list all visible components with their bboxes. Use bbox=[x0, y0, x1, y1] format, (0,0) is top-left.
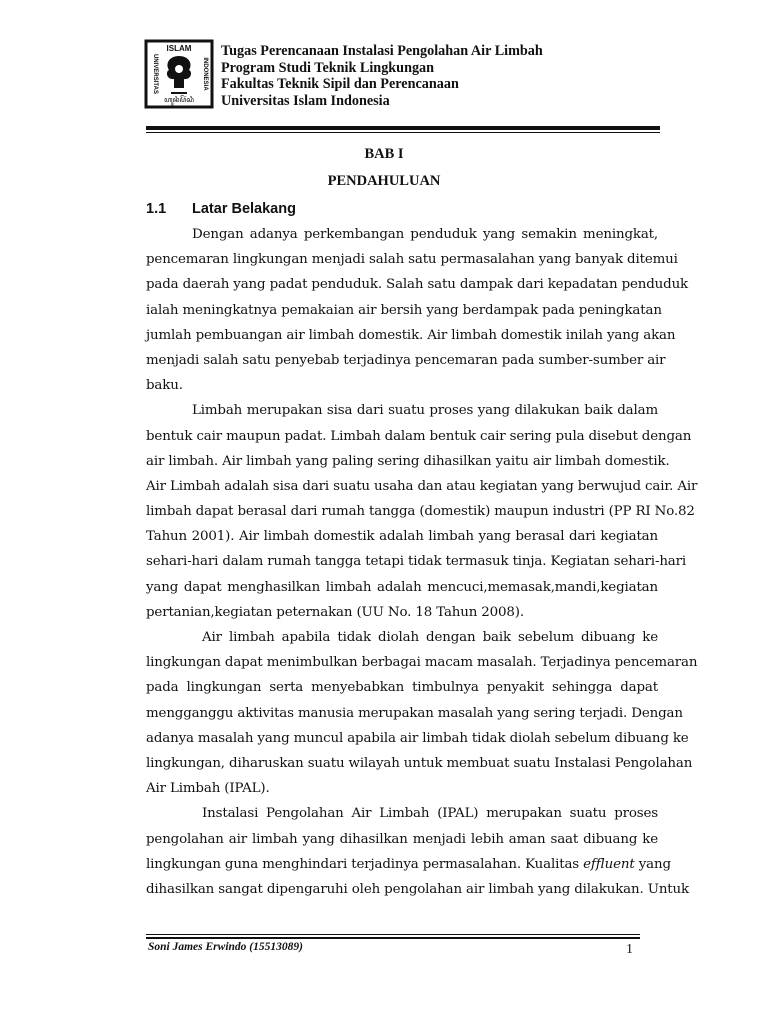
text-line: Air limbah apabila tidak diolah dengan baik sebelum dibuang ke bbox=[202, 630, 658, 645]
text-line: pada lingkungan serta menyebabkan timbulnya penyakit sehingga dapat bbox=[146, 680, 658, 696]
header-divider-thick bbox=[146, 126, 660, 130]
footer-author: Soni James Erwindo (15513089) bbox=[148, 941, 303, 953]
header-faculty: Fakultas Teknik Sipil dan Perencanaan bbox=[221, 76, 459, 92]
text-line: Air Limbah (IPAL). bbox=[146, 781, 270, 797]
text-line: jumlah pembuangan air limbah domestik. Air limbah domestik inilah yang akan bbox=[146, 327, 676, 343]
header-university: Universitas Islam Indonesia bbox=[221, 92, 390, 109]
text-line: adanya masalah yang muncul apabila air limbah tidak diolah sebelum dibuang ke bbox=[146, 730, 689, 746]
text-line: Air Limbah adalah sisa dari suatu usaha dan atau kegiatan yang berwujud cair. Air bbox=[146, 478, 698, 494]
text-line: pengolahan air limbah yang dihasilkan menjadi lebih aman saat dibuang ke bbox=[146, 831, 658, 847]
paragraph-3 bbox=[146, 625, 698, 801]
logo-right-text: INDONESIA bbox=[202, 57, 208, 91]
text-line: menjadi salah satu penyebab terjadinya pencemaran pada sumber-sumber air bbox=[146, 352, 666, 368]
footer-divider-thin bbox=[146, 934, 640, 935]
text-line: Dengan adanya perkembangan penduduk yang semakin meningkat, bbox=[192, 227, 658, 242]
text-segment: lingkungan guna menghindari terjadinya permasalahan. Kualitas bbox=[146, 856, 580, 872]
logo-top-text: ISLAM bbox=[166, 44, 192, 53]
document-header bbox=[221, 43, 543, 109]
logo-bottom-script: ꦲꦸꦤꦶꦥꦼꦂꦱꦶ bbox=[164, 96, 194, 104]
text-line-with-italic bbox=[146, 852, 671, 877]
italic-term: effluent bbox=[583, 856, 635, 872]
text-line: Limbah merupakan sisa dari suatu proses yang dilakukan baik dalam bbox=[192, 403, 658, 419]
text-line: lingkungan dapat menimbulkan berbagai macam masalah. Terjadinya pencemaran bbox=[146, 655, 698, 671]
text-line: sehari-hari dalam rumah tangga tetapi tidak termasuk tinja. Kegiatan sehari-hari bbox=[146, 554, 687, 570]
text-line: limbah dapat berasal dari rumah tangga (domestik) maupun industri (PP RI No.82 bbox=[146, 504, 695, 520]
text-segment: yang bbox=[638, 856, 671, 872]
text-line: pada daerah yang padat penduduk. Salah satu dampak dari kepadatan penduduk bbox=[146, 277, 689, 293]
text-line: pertanian,kegiatan peternakan (UU No. 18 Tahun 2008). bbox=[146, 604, 524, 620]
text-line: mengganggu aktivitas manusia merupakan masalah yang sering terjadi. Dengan bbox=[146, 705, 683, 721]
logo-left-text: UNIVERSITAS bbox=[152, 54, 158, 94]
chapter-number: BAB I bbox=[364, 146, 404, 162]
header-program: Program Studi Teknik Lingkungan bbox=[221, 59, 435, 76]
text-line: yang dapat menghasilkan limbah adalah mencuci,memasak,mandi,kegiatan bbox=[146, 579, 658, 595]
section-heading bbox=[146, 201, 296, 217]
body-text bbox=[146, 222, 698, 902]
text-line: bentuk cair maupun padat. Limbah dalam bentuk cair sering pula disebut dengan bbox=[146, 428, 692, 444]
text-line: Instalasi Pengolahan Air Limbah (IPAL) merupakan suatu proses bbox=[202, 806, 658, 822]
tree-emblem-icon bbox=[167, 56, 191, 93]
header-course: Tugas Perencanaan Instalasi Pengolahan Air Limbah bbox=[221, 43, 543, 59]
footer-divider-thick bbox=[146, 937, 640, 939]
text-line: dihasilkan sangat dipengaruhi oleh pengolahan air limbah yang dilakukan. Untuk bbox=[146, 881, 689, 897]
text-line: air limbah. Air limbah yang paling sering dihasilkan yaitu air limbah domestik. bbox=[146, 453, 670, 469]
text-line: ialah meningkatnya pemakaian air bersih yang berdampak pada peningkatan bbox=[146, 302, 662, 318]
paragraph-4 bbox=[146, 801, 689, 902]
chapter-title: PENDAHULUAN bbox=[327, 173, 441, 189]
paragraph-2 bbox=[146, 398, 698, 625]
university-logo bbox=[143, 38, 215, 110]
page-number: 1 bbox=[626, 942, 633, 957]
header-divider-thin bbox=[146, 132, 660, 133]
text-line: baku. bbox=[146, 378, 183, 394]
paragraph-1 bbox=[146, 222, 689, 398]
section-title: Latar Belakang bbox=[192, 201, 296, 217]
text-line: Tahun 2001). Air limbah domestik adalah limbah yang berasal dari kegiatan bbox=[146, 529, 658, 545]
section-number: 1.1 bbox=[146, 201, 167, 217]
text-line: pencemaran lingkungan menjadi salah satu permasalahan yang banyak ditemui bbox=[146, 252, 678, 268]
text-line: lingkungan, diharuskan suatu wilayah untuk membuat suatu Instalasi Pengolahan bbox=[146, 755, 693, 771]
